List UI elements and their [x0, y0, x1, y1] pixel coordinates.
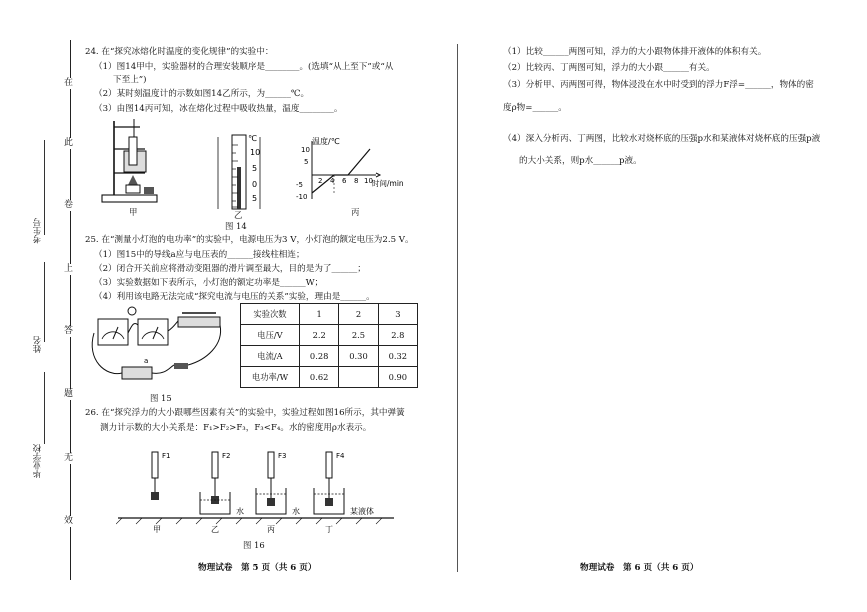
q26-part2: （2）比较丙、丁两图可知，浮力的大小跟______有关。	[503, 63, 715, 73]
table-header-row	[241, 304, 418, 325]
thermo-tick: 5	[252, 164, 258, 173]
table-header-cell: 3	[378, 304, 417, 325]
q26-part4b: 的大小关系，则p水______p液。	[519, 156, 642, 166]
table-cell: 电流/A	[241, 346, 300, 367]
q25-part4: （4）利用该电路无法完成“探究电流与电压的关系”实验，理由是______。	[94, 292, 375, 302]
table-row	[241, 346, 418, 367]
margin-char: 上	[64, 264, 74, 274]
fig14-label-c: 丙	[351, 207, 360, 217]
q26-stem-b: 测力计示数的大小关系是：F₁>F₂>F₃，F₃<F₄。水的密度用ρ水表示。	[100, 423, 372, 433]
margin-char: 答	[64, 326, 74, 336]
force-label: F4	[336, 452, 345, 460]
q24-stem: 24. 在“探究冰熔化时温度的变化规律”的实验中：	[85, 47, 274, 57]
thermo-tick: 5	[252, 194, 258, 203]
q26-part1: （1）比较______两图可知，浮力的大小跟物体排开液体的体积有关。	[503, 47, 767, 57]
graph-ytick: 5	[304, 158, 309, 166]
table-cell: 0.32	[378, 346, 417, 367]
table-cell: 电功率/W	[241, 367, 300, 388]
table-cell-blank[interactable]	[339, 367, 378, 388]
graph-xlabel: 时间/min	[372, 179, 404, 188]
force-label: F3	[278, 452, 287, 460]
q26-part3b: 度ρ物=______。	[503, 103, 567, 113]
graph-ytick: -10	[296, 193, 308, 201]
table-header-cell: 1	[300, 304, 339, 325]
margin-char: 无	[64, 453, 74, 463]
beaker-label: 甲	[153, 525, 161, 534]
margin-char: 在	[64, 78, 74, 88]
school-label: 毕业学校	[33, 444, 43, 478]
page-divider	[457, 44, 458, 572]
graph-xtick: 10	[364, 177, 373, 185]
thermo-tick: 0	[252, 180, 258, 189]
fig14-caption: 图 14	[225, 221, 247, 231]
margin-char: 题	[64, 389, 74, 399]
q24-part2: （2）某时刻温度计的示数如图14乙所示，为______℃。	[94, 89, 310, 99]
table-header-cell: 实验次数	[241, 304, 300, 325]
q26-part4a: （4）深入分析丙、丁两图，比较水对烧杯底的压强p水和某液体对烧杯底的压强p液	[503, 134, 821, 144]
beaker-label: 丁	[325, 525, 333, 534]
q25-part3: （3）实验数据如下表所示，小灯泡的额定功率是______W；	[94, 278, 324, 288]
q24-part1a: （1）图14甲中，实验器材的合理安装顺序是________。(选填“从上至下”或“从	[94, 62, 394, 72]
exam-number-label: 考生号	[33, 218, 43, 244]
q24-part1b: 下至上”)	[113, 75, 147, 85]
left-page-footer: 物理试卷 第 5 页（共 6 页）	[198, 563, 317, 573]
table-header-cell: 2	[339, 304, 378, 325]
graph-ylabel: 温度/℃	[312, 137, 340, 146]
beaker-label: 乙	[211, 525, 219, 534]
graph-xtick: 2	[318, 177, 323, 185]
q25-stem: 25. 在“测量小灯泡的电功率”的实验中，电源电压为3 V，小灯泡的额定电压为2.5 V。	[85, 235, 414, 245]
q26-part3a: （3）分析甲、丙两图可得，物体浸没在水中时受到的浮力F浮=______，物体的密	[503, 80, 814, 90]
table-cell: 0.62	[300, 367, 339, 388]
graph-ytick: 10	[301, 146, 310, 154]
table-cell: 0.28	[300, 346, 339, 367]
table-cell: 0.90	[378, 367, 417, 388]
fig14-graph	[296, 135, 416, 203]
margin-char: 效	[64, 516, 74, 526]
school-line[interactable]	[44, 372, 45, 444]
table-row	[241, 367, 418, 388]
table-cell: 2.2	[300, 325, 339, 346]
fig15-caption: 图 15	[150, 393, 172, 403]
fig14-apparatus	[100, 115, 162, 205]
graph-xtick: 4	[330, 177, 335, 185]
q26-stem-a: 26. 在“探究浮力的大小跟哪些因素有关”的实验中，实验过程如图16所示，其中弹簧	[85, 408, 405, 418]
margin-char: 卷	[64, 200, 74, 210]
svg-text:a: a	[144, 357, 149, 365]
fig15-circuit	[86, 305, 228, 387]
q24-part3: （3）由图14丙可知，冰在熔化过程中吸收热量，温度________。	[94, 104, 343, 114]
graph-ytick: -5	[296, 181, 303, 189]
liquid-label: 水	[292, 507, 300, 516]
right-page-footer: 物理试卷 第 6 页（共 6 页）	[580, 563, 699, 573]
liquid-label: 水	[236, 507, 244, 516]
thermo-unit: ℃	[248, 134, 257, 143]
fig14-label-a: 甲	[129, 207, 138, 217]
binding-line	[70, 40, 71, 580]
q25-part1: （1）图15中的导线a应与电压表的______接线柱相连；	[94, 250, 305, 260]
table-cell: 0.30	[339, 346, 378, 367]
name-line[interactable]	[44, 262, 45, 342]
beaker-label: 丙	[267, 525, 275, 534]
graph-xtick: 6	[342, 177, 347, 185]
force-label: F1	[162, 452, 171, 460]
fig14-label-b: 乙	[234, 210, 243, 220]
liquid-label: 某液体	[350, 507, 374, 516]
q25-part2: （2）闭合开关前应将滑动变阻器的滑片调至最大，目的是为了______；	[94, 264, 366, 274]
fig16-buoyancy	[116, 448, 396, 536]
graph-line	[312, 149, 370, 193]
exam-number-line[interactable]	[44, 140, 45, 235]
fig16-caption: 图 16	[243, 540, 265, 550]
table-cell: 2.5	[339, 325, 378, 346]
q25-data-table	[240, 303, 418, 388]
table-cell: 电压/V	[241, 325, 300, 346]
name-label: 姓名	[33, 336, 43, 353]
margin-char: 此	[64, 138, 74, 148]
table-cell: 2.8	[378, 325, 417, 346]
graph-xtick: 8	[354, 177, 359, 185]
fig14-thermometer	[212, 131, 270, 211]
thermo-tick: 10	[250, 148, 261, 157]
force-label: F2	[222, 452, 231, 460]
table-row	[241, 325, 418, 346]
